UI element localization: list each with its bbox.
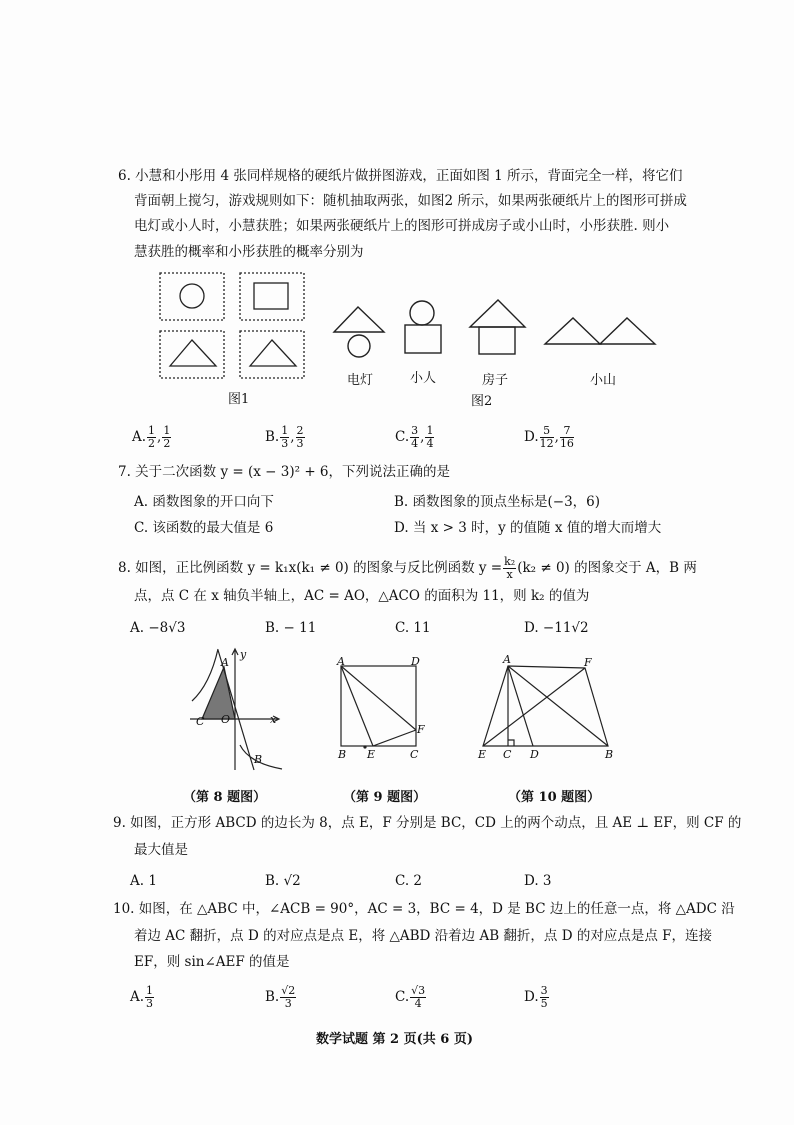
- q8-figure-caption: （第 8 题图）: [183, 790, 267, 805]
- q6-option-b: B. $\frac{1}{3}$ , $\frac{2}{3}$: [265, 424, 304, 450]
- q10-line-2: 着边 AC 翻折，点 D 的对应点是点 E，将 △ABD 沿着边 AB 翻折，点 D 的对应点是点 F，连接: [134, 928, 712, 944]
- q8-label-b: B: [254, 753, 263, 766]
- q10-label-f: F: [584, 656, 592, 669]
- q10-option-a: A. $\frac{1}{3}$: [130, 984, 154, 1010]
- card-square: [240, 273, 304, 320]
- q8-option-c: C. 11: [395, 620, 431, 636]
- q7-option-d: D. 当 x > 3 时，y 的值随 x 值的增大而增大: [394, 520, 662, 536]
- q10-label-b: B: [605, 748, 614, 761]
- lamp-circle: [348, 335, 370, 357]
- circle-shape: [180, 284, 204, 308]
- q6-figure-2: [330, 290, 665, 365]
- q6-option-c: C. $\frac{3}{4}$ , $\frac{1}{4}$: [395, 424, 434, 450]
- house-roof: [470, 300, 525, 327]
- q10-label-e: E: [478, 748, 487, 761]
- q10-line-1: 10. 如图，在 △ABC 中，∠ACB = 90°，AC = 3，BC = 4，D 是 BC 边上的任意一点，将 △ADC 沿: [113, 901, 735, 917]
- q9-label-a: A: [337, 655, 345, 668]
- q6-line-2: 背面朝上搅匀，游戏规则如下：随机抽取两张，如图2 所示，如果两张硬纸片上的图形可拼成: [134, 193, 687, 209]
- q10-option-b: B. $\frac{√2}{3}$: [265, 984, 296, 1010]
- label-person: 小人: [410, 371, 437, 386]
- q9-label-e: E: [367, 748, 376, 761]
- q10-option-d: D. $\frac{3}{5}$: [524, 984, 548, 1010]
- q8-option-a: A. −8√3: [130, 620, 186, 636]
- q8-label-c: C: [196, 715, 205, 728]
- q6-line-4: 慧获胜的概率和小彤获胜的概率分别为: [134, 244, 364, 260]
- q6-option-d: D. $\frac{5}{12}$ , $\frac{7}{16}$: [524, 424, 574, 450]
- right-angle-mark: [508, 740, 514, 746]
- house-body: [479, 327, 515, 354]
- segment-af: [341, 666, 416, 730]
- segment-ab: [508, 666, 608, 746]
- q6-line-3: 电灯或小人时，小慧获胜；如果两张硬纸片上的图形可拼成房子或小山时，小彤获胜. 则小: [134, 218, 670, 234]
- segment-ef: [483, 668, 585, 746]
- q9-label-f: F: [417, 723, 425, 736]
- q6-option-a: A. $\frac{1}{2}$ , $\frac{1}{2}$: [132, 424, 171, 450]
- shaded-triangle-aco: [202, 667, 235, 719]
- q6-figure-1: [150, 268, 310, 388]
- mountain-triangle-1: [545, 318, 600, 344]
- q9-option-c: C. 2: [395, 873, 423, 889]
- q8-label-y: y: [240, 648, 247, 661]
- q9-option-b: B. √2: [265, 873, 301, 889]
- q9-line-2: 最大值是: [134, 842, 188, 858]
- card-triangle-2: [240, 331, 304, 378]
- q10-label-d: D: [530, 748, 539, 761]
- q8-option-b: B. − 11: [265, 620, 317, 636]
- triangle-shape-1: [170, 340, 216, 366]
- segment-ef: [373, 730, 416, 746]
- q10-figure: [475, 658, 620, 753]
- q8-figure: [180, 645, 290, 775]
- square-shape: [254, 283, 288, 309]
- q9-line-1: 9. 如图，正方形 ABCD 的边长为 8，点 E，F 分别是 BC，CD 上的两个动点，且 AE ⊥ EF，则 CF 的: [113, 815, 742, 831]
- q6-fig1-caption: 图1: [228, 392, 250, 407]
- q9-label-b: B: [338, 748, 347, 761]
- page-footer: 数学试题 第 2 页(共 6 页): [316, 1032, 474, 1047]
- q6-fig2-caption: 图2: [471, 394, 493, 409]
- segment-ad: [508, 666, 533, 746]
- person-body: [405, 325, 441, 353]
- q10-label-a: A: [503, 653, 511, 666]
- card-triangle-1: [160, 331, 224, 378]
- q8-label-x: x: [270, 713, 277, 726]
- q9-option-d: D. 3: [524, 873, 552, 889]
- q7-option-b: B. 函数图象的顶点坐标是(−3，6): [394, 494, 601, 510]
- q9-label-c: C: [410, 748, 419, 761]
- q7-option-c: C. 该函数的最大值是 6: [134, 520, 274, 536]
- q8-label-o: O: [221, 713, 231, 726]
- person-head: [410, 301, 434, 325]
- lamp-triangle: [334, 307, 384, 332]
- point-e-dot: [364, 746, 366, 748]
- q6-line-1: 6. 小慧和小彤用 4 张同样规格的硬纸片做拼图游戏，正面如图 1 所示，背面完全一样，将它们: [118, 168, 683, 184]
- q9-label-d: D: [411, 655, 420, 668]
- card-circle: [160, 273, 224, 320]
- q10-option-c: C. $\frac{√3}{4}$: [395, 984, 426, 1010]
- q8-option-d: D. −11√2: [524, 620, 589, 636]
- q8-stem-line-1: 8. 如图，正比例函数 y = k₁x(k₁ ≠ 0) 的图象与反比例函数 y = $\frac{\text{k₂}}{x}$ (k₂ ≠ 0) 的图象交于 A，B 两: [118, 555, 697, 581]
- q9-option-a: A. 1: [130, 873, 157, 889]
- q9-figure-caption: （第 9 题图）: [343, 790, 427, 805]
- q7-stem: 7. 关于二次函数 y = (x − 3)² + 6，下列说法正确的是: [118, 464, 451, 480]
- label-lamp: 电灯: [347, 373, 374, 388]
- segment-ae: [341, 666, 373, 746]
- triangle-shape-2: [250, 340, 296, 366]
- q9-figure: [335, 660, 425, 755]
- q10-label-c: C: [503, 748, 512, 761]
- q10-figure-caption: （第 10 题图）: [508, 790, 601, 805]
- q8-stem-line-2: 点，点 C 在 x 轴负半轴上，AC = AO，△ACO 的面积为 11，则 k₂ 的值为: [134, 588, 590, 604]
- q10-line-3: EF，则 sin∠AEF 的值是: [134, 954, 290, 970]
- mountain-triangle-2: [600, 318, 655, 344]
- label-mountain: 小山: [590, 373, 617, 388]
- trapezoid-outline: [483, 666, 608, 746]
- q7-option-a: A. 函数图象的开口向下: [134, 494, 274, 510]
- q8-label-a: A: [221, 656, 229, 669]
- label-house: 房子: [482, 373, 509, 388]
